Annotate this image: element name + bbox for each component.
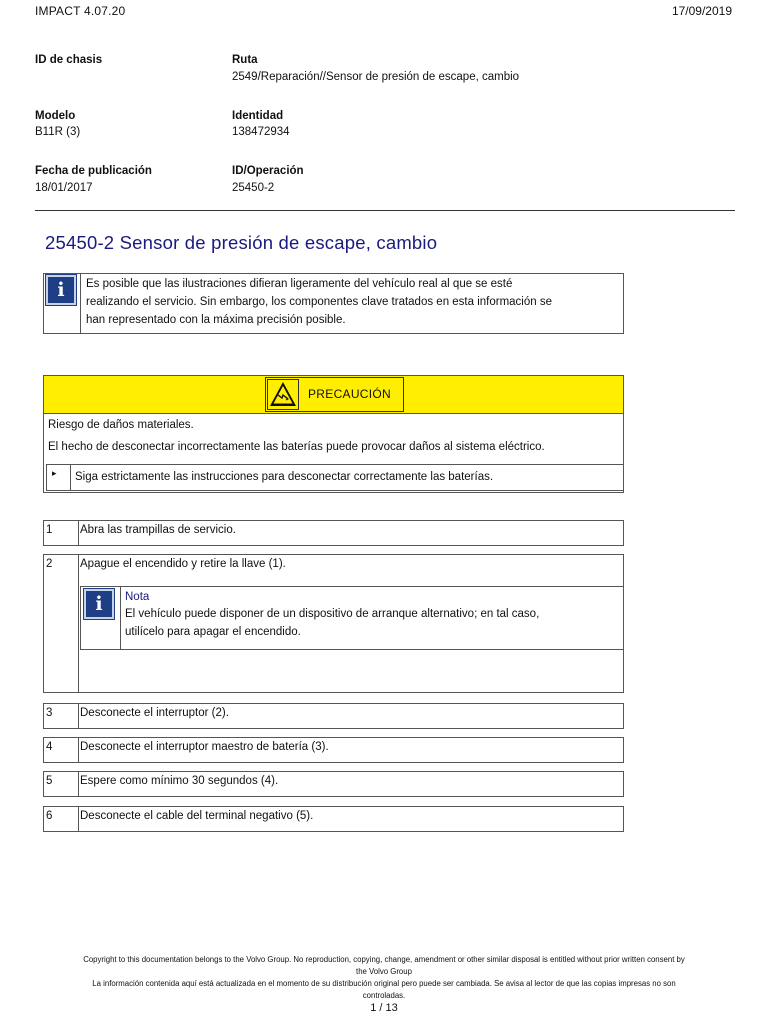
step-text: Abra las trampillas de servicio. (80, 524, 236, 536)
chassis-label: ID de chasis (35, 54, 103, 66)
step-text: Desconecte el cable del terminal negativo (5). (80, 810, 314, 822)
step-row-5 (43, 771, 624, 797)
step-row-1 (43, 520, 624, 546)
pubdate-label: Fecha de publicación (35, 165, 152, 177)
caution-instruction-row (46, 464, 624, 491)
step-row-4 (43, 737, 624, 763)
step-row-2 (43, 554, 624, 693)
page-number: 1 / 13 (370, 1002, 398, 1014)
caution-description: El hecho de desconectar incorrectamente las baterías puede provocar daños al sistema eléctrico. (48, 441, 545, 453)
caution-box (43, 375, 624, 493)
disclaimer-line-1: La información contenida aquí está actualizada en el momento de su distribución original pero puede ser cambiada. Se avisa al lector de que las copias impresas no son (92, 979, 676, 988)
info-notice-icon-cell (44, 274, 81, 333)
print-date: 17/09/2019 (671, 4, 732, 18)
route-label: Ruta (232, 54, 258, 66)
caution-label: PRECAUCIÓN (308, 387, 392, 401)
operation-value: 25450-2 (232, 182, 275, 194)
copyright-line-1: Copyright to this documentation belongs to the Volvo Group. No reproduction, copying, change, amendment or other similar disposal is entitled without prior written consent by (83, 955, 685, 964)
note-icon-cell (81, 587, 121, 649)
step-text: Desconecte el interruptor maestro de batería (3). (80, 741, 329, 753)
caution-icon-frame (267, 379, 299, 410)
caution-instruction: Siga estrictamente las instrucciones para desconectar correctamente las baterías. (75, 471, 494, 483)
info-line-1: Es posible que las ilustraciones difieran ligeramente del vehículo real al que se esté (86, 278, 513, 290)
step-row-6 (43, 806, 624, 832)
step-text: Apague el encendido y retire la llave (1). (80, 558, 286, 570)
model-label: Modelo (35, 110, 76, 122)
step-number: 3 (44, 704, 79, 728)
info-icon: i (46, 275, 76, 305)
warning-triangle-icon (268, 380, 298, 409)
model-value: B11R (3) (35, 126, 81, 138)
note-content (125, 589, 539, 641)
identity-value: 138472934 (232, 126, 290, 138)
info-icon: i (84, 589, 114, 619)
info-line-2: realizando el servicio. Sin embargo, los componentes clave tratados en esta información se (86, 296, 552, 308)
pubdate-value: 18/01/2017 (35, 182, 93, 194)
step-text: Espere como mínimo 30 segundos (4). (80, 775, 279, 787)
step-text: Desconecte el interruptor (2). (80, 707, 229, 719)
caution-header (44, 376, 623, 414)
note-line-2: utilícelo para apagar el encendido. (125, 626, 301, 638)
copyright-notice (30, 954, 738, 978)
bullet-icon: ▸ (47, 465, 71, 490)
step-number: 5 (44, 772, 79, 796)
step-number: 6 (44, 807, 79, 831)
note-box (80, 586, 624, 650)
info-notice (43, 273, 624, 334)
info-notice-text (86, 275, 552, 329)
step-number: 1 (44, 521, 79, 545)
note-title: Nota (125, 591, 150, 603)
info-line-3: han representado con la máxima precisión posible. (86, 314, 346, 326)
header-divider (35, 210, 735, 211)
identity-label: Identidad (232, 110, 284, 122)
route-value: 2549/Reparación//Sensor de presión de escape, cambio (232, 71, 520, 83)
step-number: 2 (44, 555, 79, 692)
step-number: 4 (44, 738, 79, 762)
disclaimer-line-2: controladas. (362, 991, 406, 1000)
page-title: 25450-2 Sensor de presión de escape, cambio (45, 232, 438, 253)
copyright-line-2: the Volvo Group (356, 967, 412, 976)
disclaimer-notice (30, 978, 738, 1002)
caution-badge (265, 377, 404, 412)
app-version: IMPACT 4.07.20 (35, 4, 126, 18)
note-line-1: El vehículo puede disponer de un dispositivo de arranque alternativo; en tal caso, (125, 608, 540, 620)
step-row-3 (43, 703, 624, 729)
caution-risk: Riesgo de daños materiales. (48, 419, 194, 431)
operation-label: ID/Operación (232, 165, 304, 177)
